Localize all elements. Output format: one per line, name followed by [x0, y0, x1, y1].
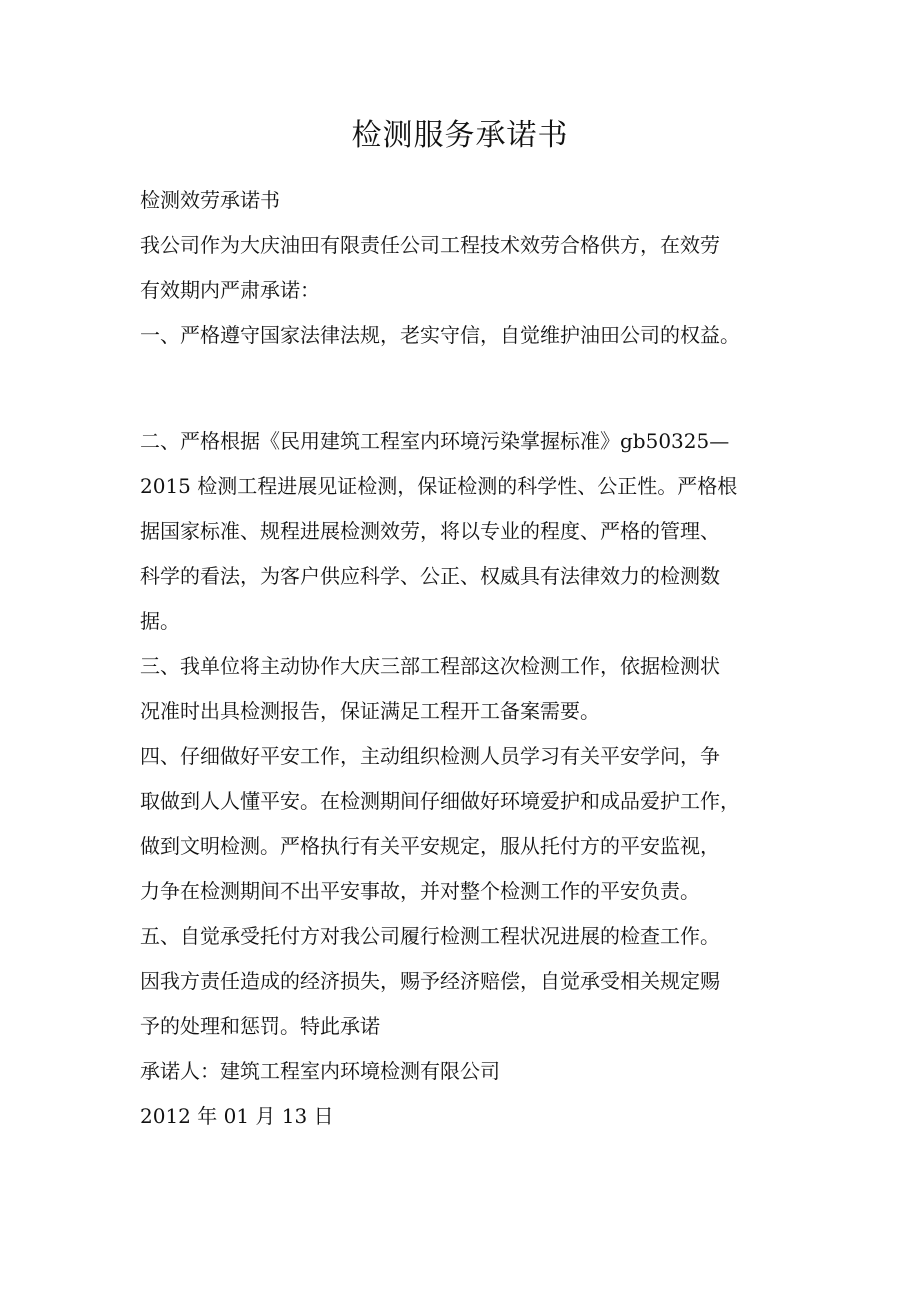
commitment-item-3-line: 况准时出具检测报告，保证满足工程开工备案需要。	[140, 699, 600, 723]
commitment-item-3-line: 三、我单位将主动协作大庆三部工程部这次检测工作，依据检测状	[140, 654, 720, 678]
commitment-item-4-line: 力争在检测期间不出平安事故，并对整个检测工作的平安负责。	[140, 879, 700, 903]
signatory: 承诺人：建筑工程室内环境检测有限公司	[140, 1059, 500, 1083]
document-subtitle: 检测效劳承诺书	[140, 188, 280, 212]
commitment-item-4-line: 四、仔细做好平安工作，主动组织检测人员学习有关平安学问，争	[140, 744, 720, 768]
commitment-item-5-line: 予的处理和惩罚。特此承诺	[140, 1014, 380, 1038]
paragraph-spacer	[140, 358, 790, 419]
commitment-item-2-line: 据国家标准、规程进展检测效劳，将以专业的程度、严格的管理、	[140, 519, 720, 543]
document-title: 检测服务承诺书	[351, 118, 569, 153]
commitment-item-5-line: 五、自觉承受托付方对我公司履行检测工程状况进展的检查工作。	[140, 924, 720, 948]
intro-line: 有效期内严肃承诺：	[140, 278, 320, 302]
document-body	[140, 178, 790, 1139]
commitment-item-2-line: 据。	[140, 609, 180, 633]
commitment-item-2-line: 2015 检测工程进展见证检测，保证检测的科学性、公正性。严格根	[140, 474, 738, 498]
commitment-item-5-line: 因我方责任造成的经济损失，赐予经济赔偿，自觉承受相关规定赐	[140, 969, 720, 993]
commitment-item-4-line: 取做到人人懂平安。在检测期间仔细做好环境爱护和成品爱护工作，	[140, 789, 740, 813]
commitment-item-1-line: 一、严格遵守国家法律法规，老实守信，自觉维护油田公司的权益。	[140, 323, 740, 347]
signature-date: 2012 年 01 月 13 日	[140, 1104, 334, 1128]
commitment-item-2-line: 科学的看法，为客户供应科学、公正、权威具有法律效力的检测数	[140, 564, 720, 588]
commitment-item-4-line: 做到文明检测。严格执行有关平安规定，服从托付方的平安监视，	[140, 834, 720, 858]
intro-line: 我公司作为大庆油田有限责任公司工程技术效劳合格供方，在效劳	[140, 233, 720, 257]
commitment-item-2-line: 二、严格根据《民用建筑工程室内环境污染掌握标准》gb50325—	[140, 429, 730, 453]
